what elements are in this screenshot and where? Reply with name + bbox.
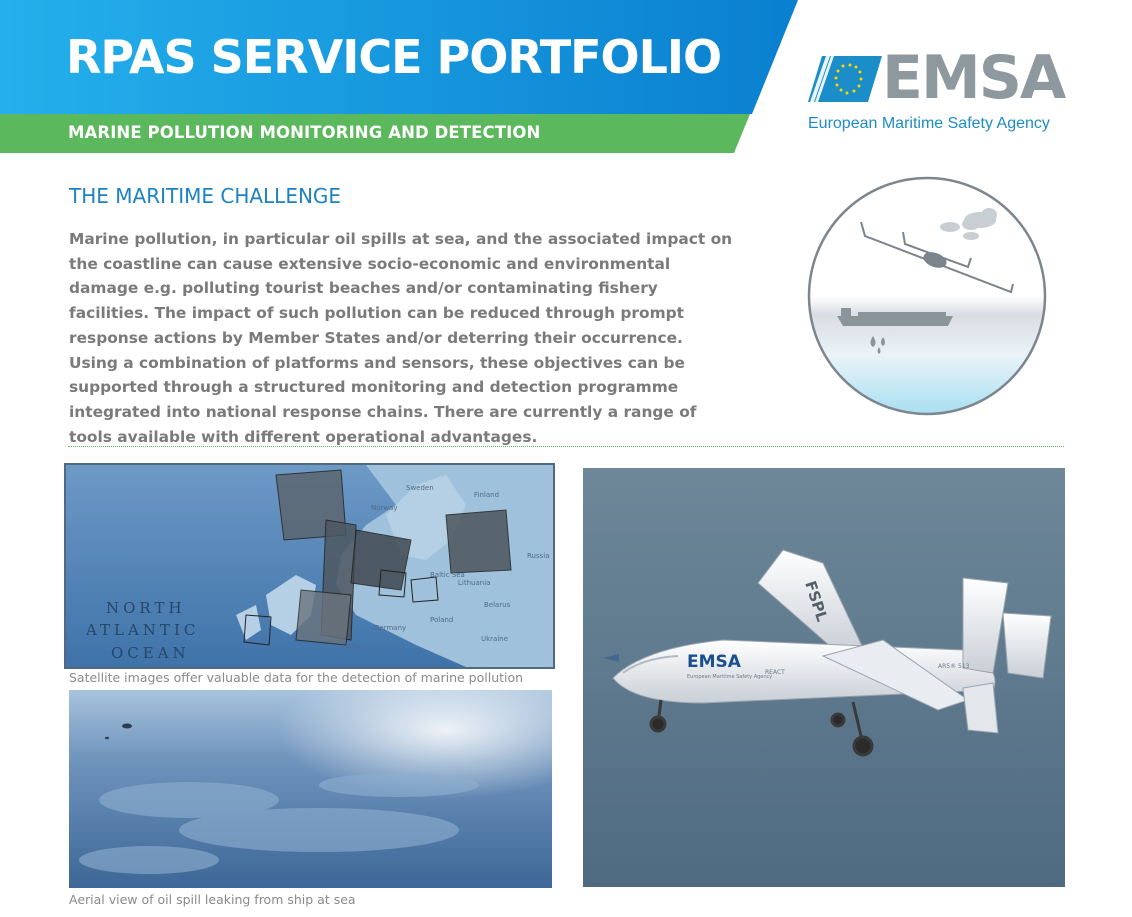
- map-country-label: Paris: [343, 642, 360, 650]
- drone-tail-code: FSPL: [801, 578, 832, 624]
- drone-react-label: REACT: [765, 669, 785, 676]
- drone-over-ship-illustration: [803, 174, 1051, 420]
- map-country-label: Germany: [374, 624, 407, 632]
- map-country-label: Norway: [371, 504, 398, 512]
- aerial-caption: Aerial view of oil spill leaking from ship at sea: [69, 892, 356, 907]
- map-ocean-label-1: NORTH: [106, 599, 186, 617]
- oil-spill-aerial-image: [69, 690, 552, 888]
- map-country-label: Finland: [474, 491, 500, 499]
- drone-brand-sub: European Maritime Safety Agency: [687, 674, 773, 680]
- map-country-label: Russia: [527, 552, 550, 560]
- map-ocean-label-3: OCEAN: [111, 644, 190, 662]
- satellite-caption: Satellite images offer valuable data for the detection of marine pollution: [69, 670, 524, 685]
- page-subtitle: MARINE POLLUTION MONITORING AND DETECTION: [68, 123, 541, 142]
- map-country-label: Baltic Sea: [430, 571, 465, 579]
- satellite-map-image: [64, 463, 555, 669]
- section-body: Marine pollution, in particular oil spills at sea, and the associated impact on the coastline can cause extensive socio-economic and environmental damage e.g. polluting tourist beaches and/or contaminating fishery facilities. The impact of such pollution can be reduced through prompt response actions by Member States and/or deterring their occurrence. Using a combination of platforms and sensors, these objectives can be supported through a structured monitoring and detection programme integrated into national response chains. There are currently a range of tools available with different operational advantages.: [69, 230, 733, 446]
- drone-reg-label: AR5® 513: [938, 663, 970, 670]
- map-ocean-label-2: ATLANTIC: [86, 621, 200, 639]
- drone-brand: EMSA: [687, 652, 741, 672]
- map-country-label: Ukraine: [481, 635, 509, 643]
- section-divider: [68, 446, 1064, 447]
- map-country-label: Lithuania: [458, 579, 491, 587]
- map-country-label: Sweden: [406, 484, 434, 492]
- logo-wordmark: EMSA: [882, 43, 1065, 113]
- logo-agency-name: European Maritime Safety Agency: [808, 115, 1050, 132]
- map-country-label: Poland: [430, 616, 454, 624]
- emsa-drone-photo: [583, 468, 1065, 887]
- map-country-label: Belarus: [484, 601, 511, 609]
- section-heading: THE MARITIME CHALLENGE: [69, 184, 342, 208]
- eu-flag-icon: [808, 56, 882, 102]
- page-title: RPAS SERVICE PORTFOLIO: [66, 30, 722, 84]
